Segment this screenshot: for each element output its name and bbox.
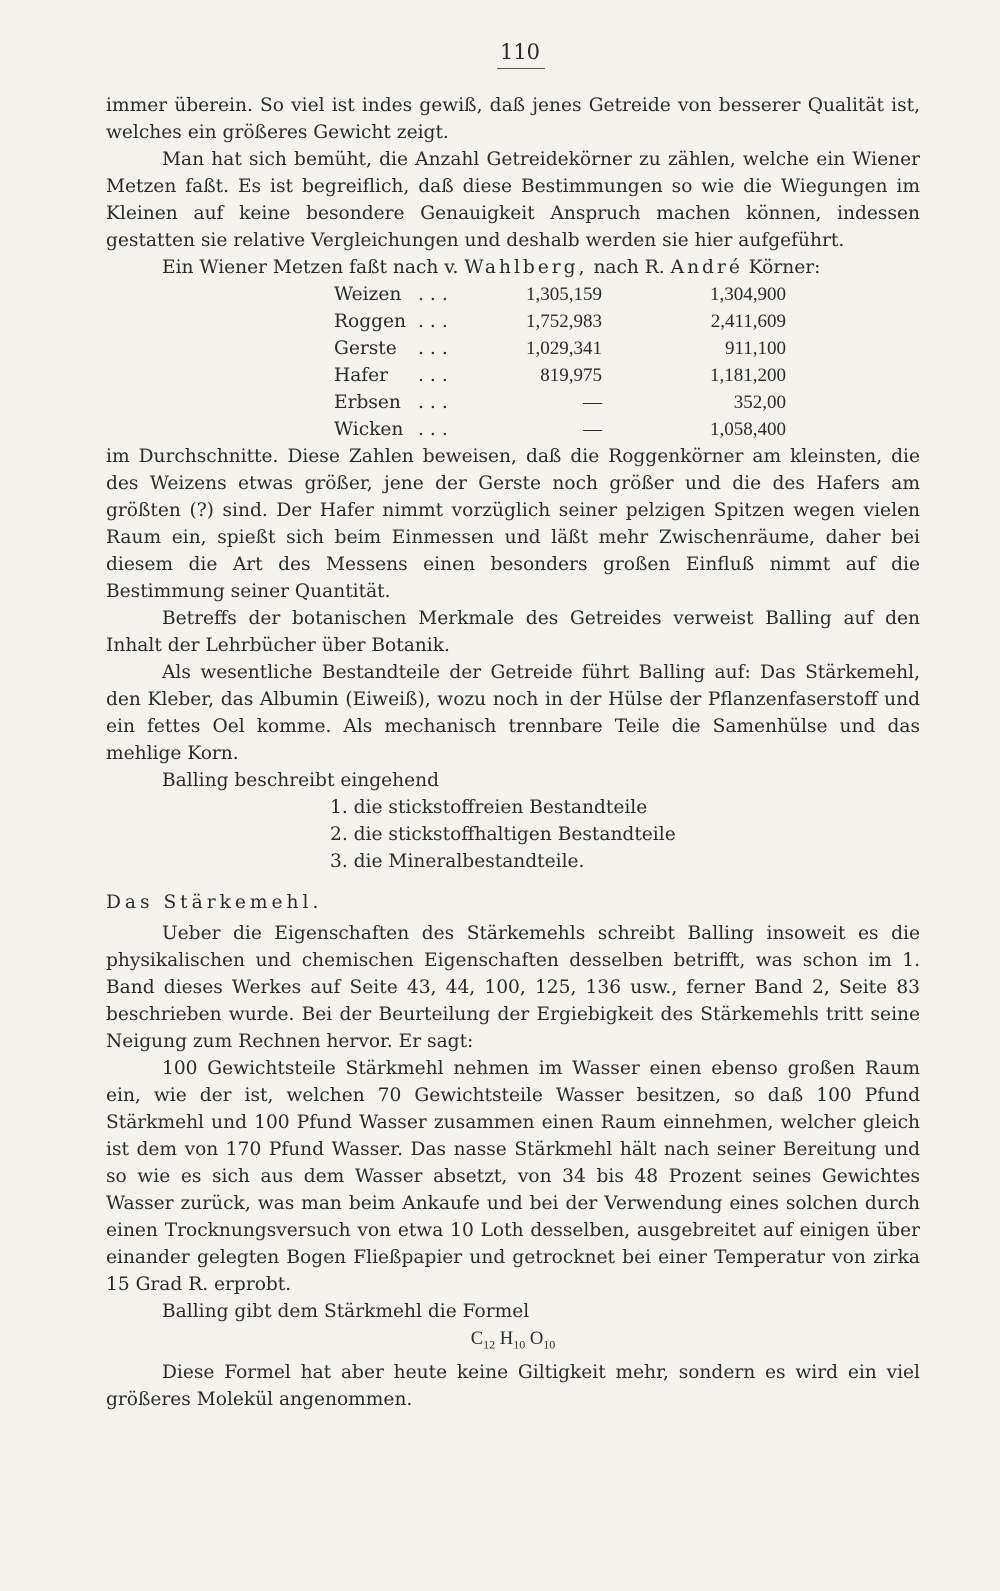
grain-count-table xyxy=(106,281,920,443)
table-row: Wicken ... — 1,058,400 xyxy=(334,419,786,440)
list-item: 1. die stickstoffreien Bestandteile xyxy=(330,797,648,818)
paragraph-starch-properties: Ueber die Eigenschaften des Stärkemehls schreibt Balling insoweit es die physikalischen und chemischen Eigenschaften desselben betrifft, was schon im 1. Band dieses Werkes auf Seite 43, 44, 100, 125, 136 usw., ferner Band 2, Seite 83 beschrieben wurde. Bei der Beurteilung der Ergiebigkeit des Stärkemehls tritt seine Neigung zum Rechnen hervor. Er sagt: xyxy=(106,923,920,1052)
table-row: Roggen ... 1,752,983 2,411,609 xyxy=(334,311,786,332)
paragraph-components: Als wesentliche Bestandteile der Getreide führt Balling auf: Das Stärkemehl, den Kleber, das Albumin (Eiweiß), wozu noch in der Hülse der Pflanzenfaserstoff und ein fettes Oel komme. Als mechanisch trennbare Teile die Samenhülse und das mehlige Korn. xyxy=(106,662,920,764)
chemical-formula: $C_{12}$ $H_{10}$ $O_{10}$ xyxy=(470,1328,556,1352)
table-row: Erbsen ... — 352,00 xyxy=(334,392,786,413)
author-wahlberg: Wahlberg, xyxy=(464,257,588,278)
paragraph-botany: Betreffs der botanischen Merkmale des Getreides verweist Balling auf den Inhalt der Lehrbücher über Botanik. xyxy=(106,608,920,656)
paragraph-list-intro: Balling beschreibt eingehend xyxy=(162,770,440,791)
section-heading: Das Stärkemehl. xyxy=(106,892,323,913)
page-number: 110 xyxy=(499,40,541,64)
author-andre: André xyxy=(670,257,743,278)
body-text xyxy=(106,92,920,1413)
paragraph-table-intro: Ein Wiener Metzen faßt nach v. Wahlberg, nach R. André Körner: xyxy=(162,257,821,278)
list-item: 2. die stickstoffhaltigen Bestandteile xyxy=(330,824,676,845)
table-row: Hafer ... 819,975 1,181,200 xyxy=(334,365,786,386)
paragraph-starch-volume: 100 Gewichtsteile Stärkmehl nehmen im Wasser einen ebenso großen Raum ein, wie der ist, welchen 70 Gewichtsteile Wasser besitzen, so daß 100 Pfund Stärkmehl und 100 Pfund Wasser zusammen einen Raum einnehmen, welcher gleich ist dem von 170 Pfund Wasser. Das nasse Stärkmehl hält nach seiner Bereitung und so wie es sich aus dem Wasser absetzt, von 34 bis 48 Prozent seines Gewichtes Wasser zurück, was man beim Ankaufe und bei der Verwendung eines solchen durch einen Trocknungsversuch von etwa 10 Loth desselben, ausgebreitet auf einigen über einander gelegten Bogen Fließpapier und getrocknet bei einer Temperatur von zirka 15 Grad R. erprobt. xyxy=(106,1058,920,1295)
paragraph-formula-intro: Balling gibt dem Stärkmehl die Formel xyxy=(162,1301,530,1322)
paragraph-conclusion: im Durchschnitte. Diese Zahlen beweisen, daß die Roggenkörner am kleinsten, die des Weizens etwas größer, jene der Gerste noch größer und die des Hafers am größten (?) sind. Der Hafer nimmt vorzüglich seiner pelzigen Spitzen wegen vielen Raum ein, spießt sich beim Einmessen und läßt mehr Zwischenräume, daher bei diesem die Art des Messens einen besonders großen Einfluß nimmt auf die Bestimmung seiner Quantität. xyxy=(106,446,920,602)
table-row: Weizen ... 1,305,159 1,304,900 xyxy=(334,284,786,305)
paragraph-formula-note: Diese Formel hat aber heute keine Giltigkeit mehr, sondern es wird ein viel größeres Molekül angenommen. xyxy=(106,1361,920,1410)
paragraph-continuation: immer überein. So viel ist indes gewiß, daß jenes Getreide von besserer Qualität ist, welches ein größeres Gewicht zeigt. xyxy=(106,95,920,143)
paragraph-grain-count: Man hat sich bemüht, die Anzahl Getreidekörner zu zählen, welche ein Wiener Metzen faßt. Es ist begreiflich, daß diese Bestimmungen so wie die Wiegungen im Kleinen auf keine besondere Genauigkeit Anspruch machen können, indessen gestatten sie relative Vergleichungen und deshalb werden sie hier aufgeführt. xyxy=(106,149,920,251)
list-item: 3. die Mineralbestandteile. xyxy=(330,851,585,872)
component-list xyxy=(106,794,920,875)
page-number-rule xyxy=(497,68,545,69)
table-row: Gerste ... 1,029,341 911,100 xyxy=(334,338,786,359)
